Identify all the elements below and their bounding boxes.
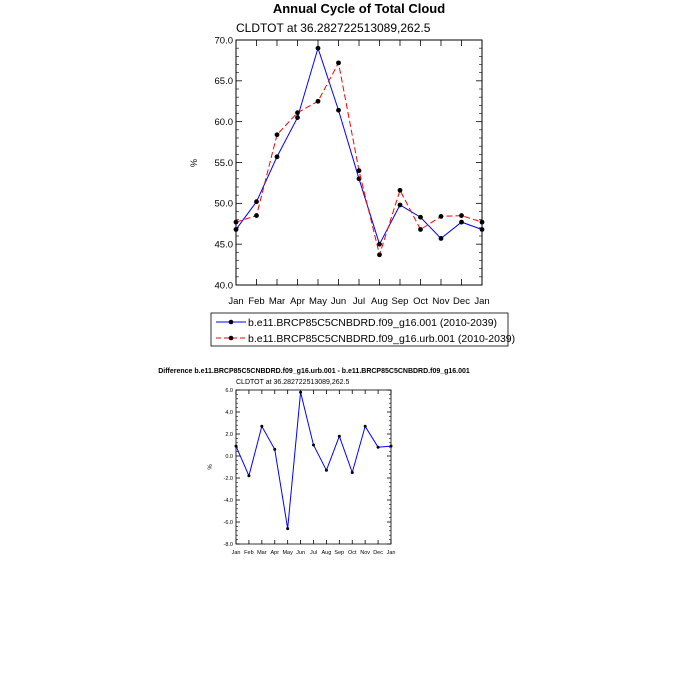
y-tick-label: -8.0 (223, 541, 233, 548)
diff-y-axis-label: % (208, 464, 214, 470)
data-point-series-1 (439, 236, 444, 241)
x-tick-label: Nov (432, 296, 450, 307)
plot-frame (236, 40, 482, 285)
series-line-1 (236, 48, 482, 244)
x-tick-label: Sep (334, 550, 345, 556)
diff-chart-title: Difference b.e11.BRCP85C5CNBDRD.f09_g16.urb.001 - b.e11.BRCP85C5CNBDRD.f09_g16.001 (158, 368, 470, 375)
legend-marker-series-1 (229, 320, 234, 325)
x-tick-label: Nov (360, 550, 371, 556)
y-tick-label: 45.0 (214, 239, 233, 251)
chart-subtitle: CLDTOT at 36.282722513089,262.5 (236, 21, 431, 35)
y-tick-label: 4.0 (225, 409, 233, 416)
data-point-series-1 (459, 220, 464, 225)
x-tick-label: May (309, 296, 327, 307)
data-point-series-1 (260, 425, 263, 428)
x-tick-label: Jan (386, 550, 396, 556)
x-tick-label: Jan (231, 550, 241, 556)
y-tick-label: 60.0 (214, 116, 233, 128)
data-point-series-2 (254, 213, 259, 218)
difference-chart (158, 368, 470, 556)
data-point-series-2 (377, 252, 382, 257)
data-point-series-2 (480, 220, 485, 225)
data-point-series-1 (235, 445, 238, 448)
data-point-series-1 (338, 435, 341, 438)
data-point-series-2 (336, 60, 341, 65)
y-tick-label: 40.0 (214, 280, 233, 292)
x-tick-label: Dec (373, 550, 383, 556)
x-tick-label: Jul (352, 296, 366, 307)
x-tick-label: May (282, 550, 293, 556)
x-tick-label: Aug (371, 296, 388, 307)
x-tick-label: Oct (347, 550, 357, 556)
series-line-2 (236, 63, 482, 255)
x-tick-label: Mar (268, 296, 286, 307)
y-tick-label: 6.0 (225, 387, 233, 394)
legend-marker-series-2 (229, 336, 234, 341)
data-point-series-1 (254, 199, 259, 204)
x-tick-label: Jan (474, 296, 490, 307)
data-point-series-1 (336, 108, 341, 113)
y-tick-label: -4.0 (223, 497, 233, 504)
x-tick-label: Sep (391, 296, 409, 307)
y-tick-label: 70.0 (214, 35, 233, 47)
data-point-series-1 (275, 154, 280, 159)
data-point-series-2 (439, 214, 444, 219)
data-point-series-1 (299, 391, 302, 394)
data-point-series-1 (286, 527, 289, 530)
x-tick-label: Jan (228, 296, 244, 307)
data-point-series-1 (418, 215, 423, 220)
series-line-1 (236, 392, 391, 528)
x-tick-label: Feb (244, 550, 254, 556)
data-point-series-1 (273, 448, 276, 451)
y-tick-label: 2.0 (225, 431, 233, 438)
data-point-series-2 (234, 220, 239, 225)
data-point-series-2 (316, 99, 321, 104)
y-tick-label: 0.0 (225, 453, 233, 460)
data-point-series-1 (480, 227, 485, 232)
diff-chart-subtitle: CLDTOT at 36.282722513089,262.5 (236, 379, 350, 386)
series-group (234, 46, 485, 257)
x-tick-label: Aug (321, 550, 332, 556)
x-tick-label: Feb (248, 296, 265, 307)
data-point-series-1 (377, 446, 380, 449)
x-tick-label: Jun (330, 296, 347, 307)
diff-y-axis-ticks (224, 388, 391, 548)
x-tick-label: Jun (296, 550, 306, 556)
data-point-series-1 (247, 474, 250, 477)
x-tick-label: Dec (453, 296, 470, 307)
y-tick-label: -2.0 (223, 475, 233, 482)
data-point-series-2 (398, 188, 403, 193)
data-point-series-2 (459, 213, 464, 218)
data-point-series-1 (234, 227, 239, 232)
data-point-series-2 (295, 110, 300, 115)
y-tick-label: 50.0 (214, 198, 233, 210)
legend-label-series-1: b.e11.BRCP85C5CNBDRD.f09_g16.001 (2010-2039) (248, 317, 498, 329)
data-point-series-1 (351, 471, 354, 474)
diff-series-group (235, 391, 393, 530)
x-tick-label: Jul (309, 550, 318, 556)
data-point-series-1 (295, 115, 300, 120)
y-axis-label: % (189, 158, 199, 168)
data-point-series-1 (312, 444, 315, 447)
data-point-series-1 (364, 425, 367, 428)
chart-title: Annual Cycle of Total Cloud (272, 1, 446, 16)
y-tick-label: -6.0 (223, 519, 233, 526)
data-point-series-1 (325, 469, 328, 472)
data-point-series-1 (398, 203, 403, 208)
annual-cycle-chart (189, 1, 490, 307)
diff-plot-frame (236, 390, 391, 544)
y-tick-label: 65.0 (214, 76, 233, 88)
legend-label-series-2: b.e11.BRCP85C5CNBDRD.f09_g16.urb.001 (2010-2039) (248, 333, 516, 345)
data-point-series-2 (357, 168, 362, 173)
data-point-series-2 (418, 227, 423, 232)
data-point-series-2 (275, 132, 280, 137)
diff-x-axis-ticks (232, 390, 396, 556)
x-tick-label: Mar (257, 550, 267, 556)
y-tick-label: 55.0 (214, 157, 233, 169)
x-tick-label: Apr (270, 550, 280, 556)
x-tick-label: Apr (290, 296, 305, 307)
x-tick-label: Oct (413, 296, 428, 307)
data-point-series-1 (316, 46, 321, 51)
data-point-series-1 (390, 445, 393, 448)
legend (211, 313, 515, 346)
y-axis-ticks (215, 35, 483, 291)
